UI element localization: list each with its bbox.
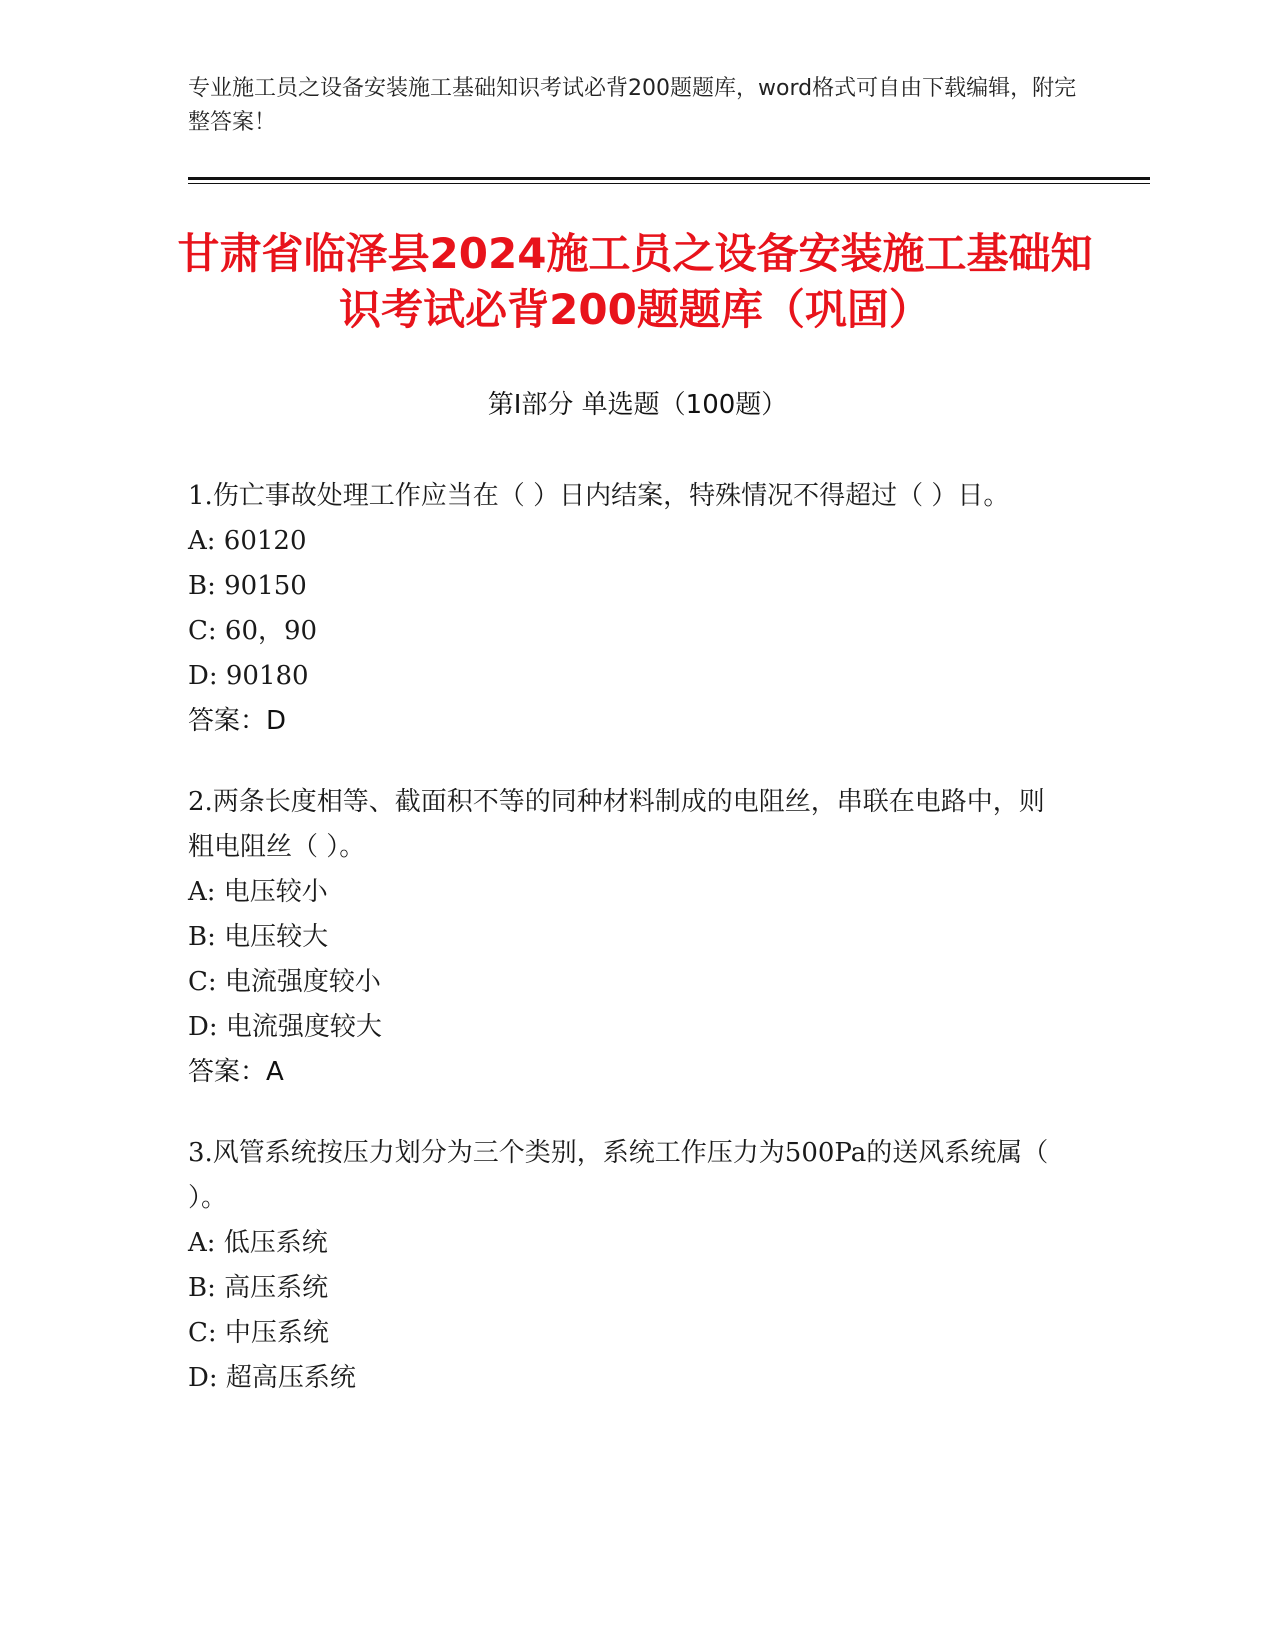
header-note: 专业施工员之设备安装施工基础知识考试必背200题题库，word格式可自由下载编辑，附完整答案！ bbox=[188, 76, 1077, 135]
section-heading: 第I部分 单选题（100题） bbox=[487, 390, 788, 420]
option-a: A: 低压系统 bbox=[188, 1228, 328, 1258]
header-rule-thin bbox=[188, 183, 1150, 184]
question-3 bbox=[188, 1131, 1068, 1401]
option-a: A: 电压较小 bbox=[188, 877, 328, 907]
answer: 答案：D bbox=[188, 706, 287, 736]
question-list bbox=[188, 474, 1068, 1437]
question-1 bbox=[188, 474, 1068, 744]
question-stem: 1.伤亡事故处理工作应当在（ ）日内结案，特殊情况不得超过（ ）日。 bbox=[188, 481, 1010, 511]
option-b: B: 电压较大 bbox=[188, 922, 329, 952]
option-d: D: 电流强度较大 bbox=[188, 1012, 382, 1042]
option-c: C: 中压系统 bbox=[188, 1318, 329, 1348]
option-c: C: 60，90 bbox=[188, 616, 318, 646]
question-2 bbox=[188, 780, 1068, 1095]
answer: 答案：A bbox=[188, 1057, 284, 1087]
header-rule-thick bbox=[188, 177, 1150, 180]
option-b: B: 高压系统 bbox=[188, 1273, 329, 1303]
question-stem: 3.风管系统按压力划分为三个类别，系统工作压力为500Pa的送风系统属（ ）。 bbox=[188, 1138, 1049, 1213]
option-d: D: 90180 bbox=[188, 661, 309, 691]
option-c: C: 电流强度较小 bbox=[188, 967, 381, 997]
document-title: 甘肃省临泽县2024施工员之设备安装施工基础知识考试必背200题题库（巩固） bbox=[177, 229, 1093, 334]
question-stem: 2.两条长度相等、截面积不等的同种材料制成的电阻丝，串联在电路中，则粗电阻丝（ ）。 bbox=[188, 787, 1045, 862]
option-d: D: 超高压系统 bbox=[188, 1363, 356, 1393]
option-b: B: 90150 bbox=[188, 571, 307, 601]
option-a: A: 60120 bbox=[188, 526, 307, 556]
